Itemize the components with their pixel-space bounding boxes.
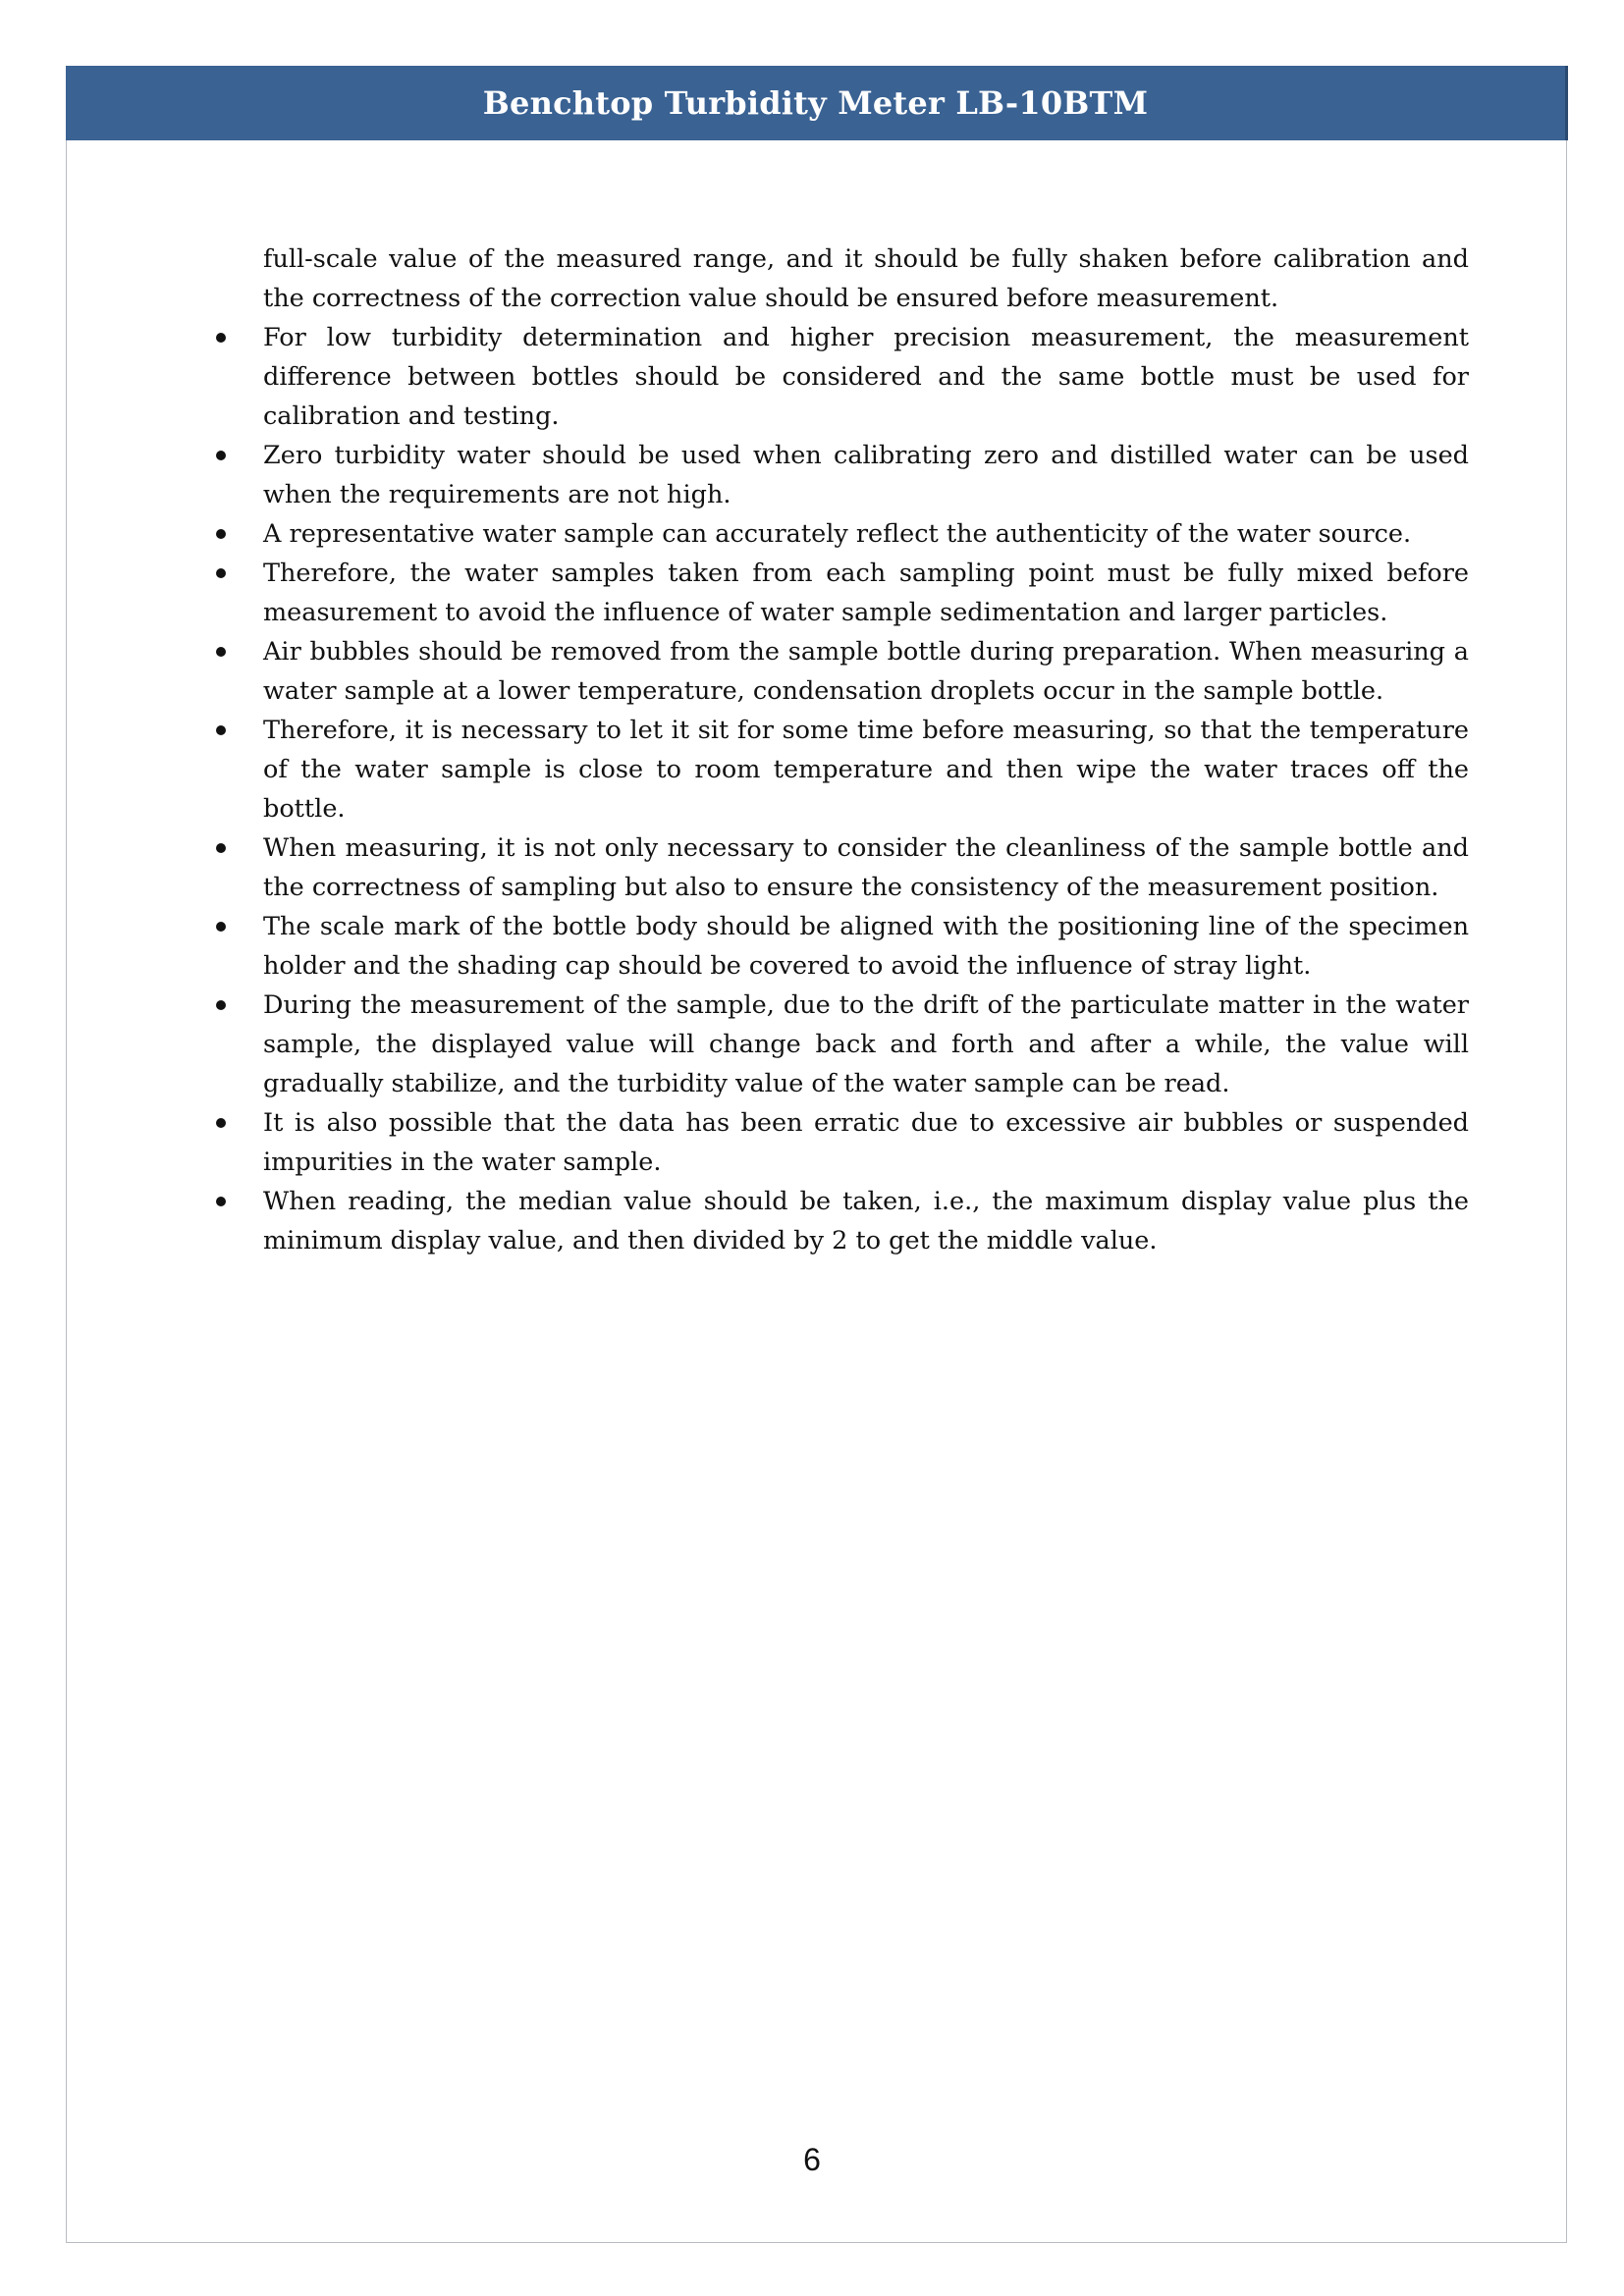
bullet-icon bbox=[216, 1197, 226, 1206]
list-item bbox=[263, 554, 1469, 632]
list-item-text: Air bubbles should be removed from the sample bottle during preparation. When measuring a water sample at a lower temperature, condensation droplets occur in the sample bottle. bbox=[263, 637, 1469, 706]
list-item bbox=[263, 514, 1469, 554]
bullet-icon bbox=[216, 529, 226, 539]
list-item bbox=[263, 907, 1469, 986]
bullet-icon bbox=[216, 333, 226, 343]
bullet-icon bbox=[216, 647, 226, 657]
list-item bbox=[263, 1103, 1469, 1182]
list-item-text: It is also possible that the data has been erratic due to excessive air bubbles or suspended impurities in the water sample. bbox=[263, 1108, 1469, 1177]
page-number: 6 bbox=[803, 2142, 821, 2177]
document-title: Benchtop Turbidity Meter LB-10BTM bbox=[482, 84, 1149, 122]
list-item-text: When reading, the median value should be taken, i.e., the maximum display value plus the minimum display value, and then divided by 2 to get the middle value. bbox=[263, 1187, 1469, 1255]
document-body bbox=[263, 240, 1469, 1260]
list-item-text: A representative water sample can accurately reflect the authenticity of the water source. bbox=[263, 519, 1412, 549]
bullet-icon bbox=[216, 1000, 226, 1010]
list-item bbox=[263, 711, 1469, 828]
list-item-text: Therefore, it is necessary to let it sit for some time before measuring, so that the temperature of the water sample is close to room temperature and then wipe the water traces off the bottle. bbox=[263, 716, 1469, 824]
list-item bbox=[263, 986, 1469, 1103]
list-item-text: Zero turbidity water should be used when calibrating zero and distilled water can be used when the requirements are not high. bbox=[263, 441, 1469, 509]
list-item-text: The scale mark of the bottle body should be aligned with the positioning line of the specimen holder and the shading cap should be covered to avoid the influence of stray light. bbox=[263, 912, 1469, 981]
bullet-icon bbox=[216, 1118, 226, 1128]
bullet-icon bbox=[216, 922, 226, 932]
bullet-icon bbox=[216, 843, 226, 853]
list-item-text: Therefore, the water samples taken from each sampling point must be fully mixed before measurement to avoid the influence of water sample sedimentation and larger particles. bbox=[263, 559, 1469, 627]
list-item bbox=[263, 1182, 1469, 1260]
list-item bbox=[263, 828, 1469, 907]
bullet-list bbox=[263, 318, 1469, 1260]
list-item-text: During the measurement of the sample, due to the drift of the particulate matter in the water sample, the displayed value will change back and forth and after a while, the value will gradually stabilize, and the turbidity value of the water sample can be read. bbox=[263, 990, 1469, 1098]
list-item bbox=[263, 436, 1469, 514]
bullet-icon bbox=[216, 725, 226, 735]
list-item bbox=[263, 318, 1469, 436]
bullet-icon bbox=[216, 451, 226, 460]
list-item-text: For low turbidity determination and higher precision measurement, the measurement difference between bottles should be considered and the same bottle must be used for calibration and testing. bbox=[263, 323, 1469, 431]
list-item-text: When measuring, it is not only necessary to consider the cleanliness of the sample bottle and the correctness of sampling but also to ensure the consistency of the measurement position. bbox=[263, 833, 1469, 902]
bullet-icon bbox=[216, 568, 226, 578]
list-item bbox=[263, 632, 1469, 711]
continuation-paragraph: full-scale value of the measured range, and it should be fully shaken before calibration and the correctness of the correction value should be ensured before measurement. bbox=[263, 244, 1469, 313]
header-bar bbox=[66, 66, 1568, 140]
